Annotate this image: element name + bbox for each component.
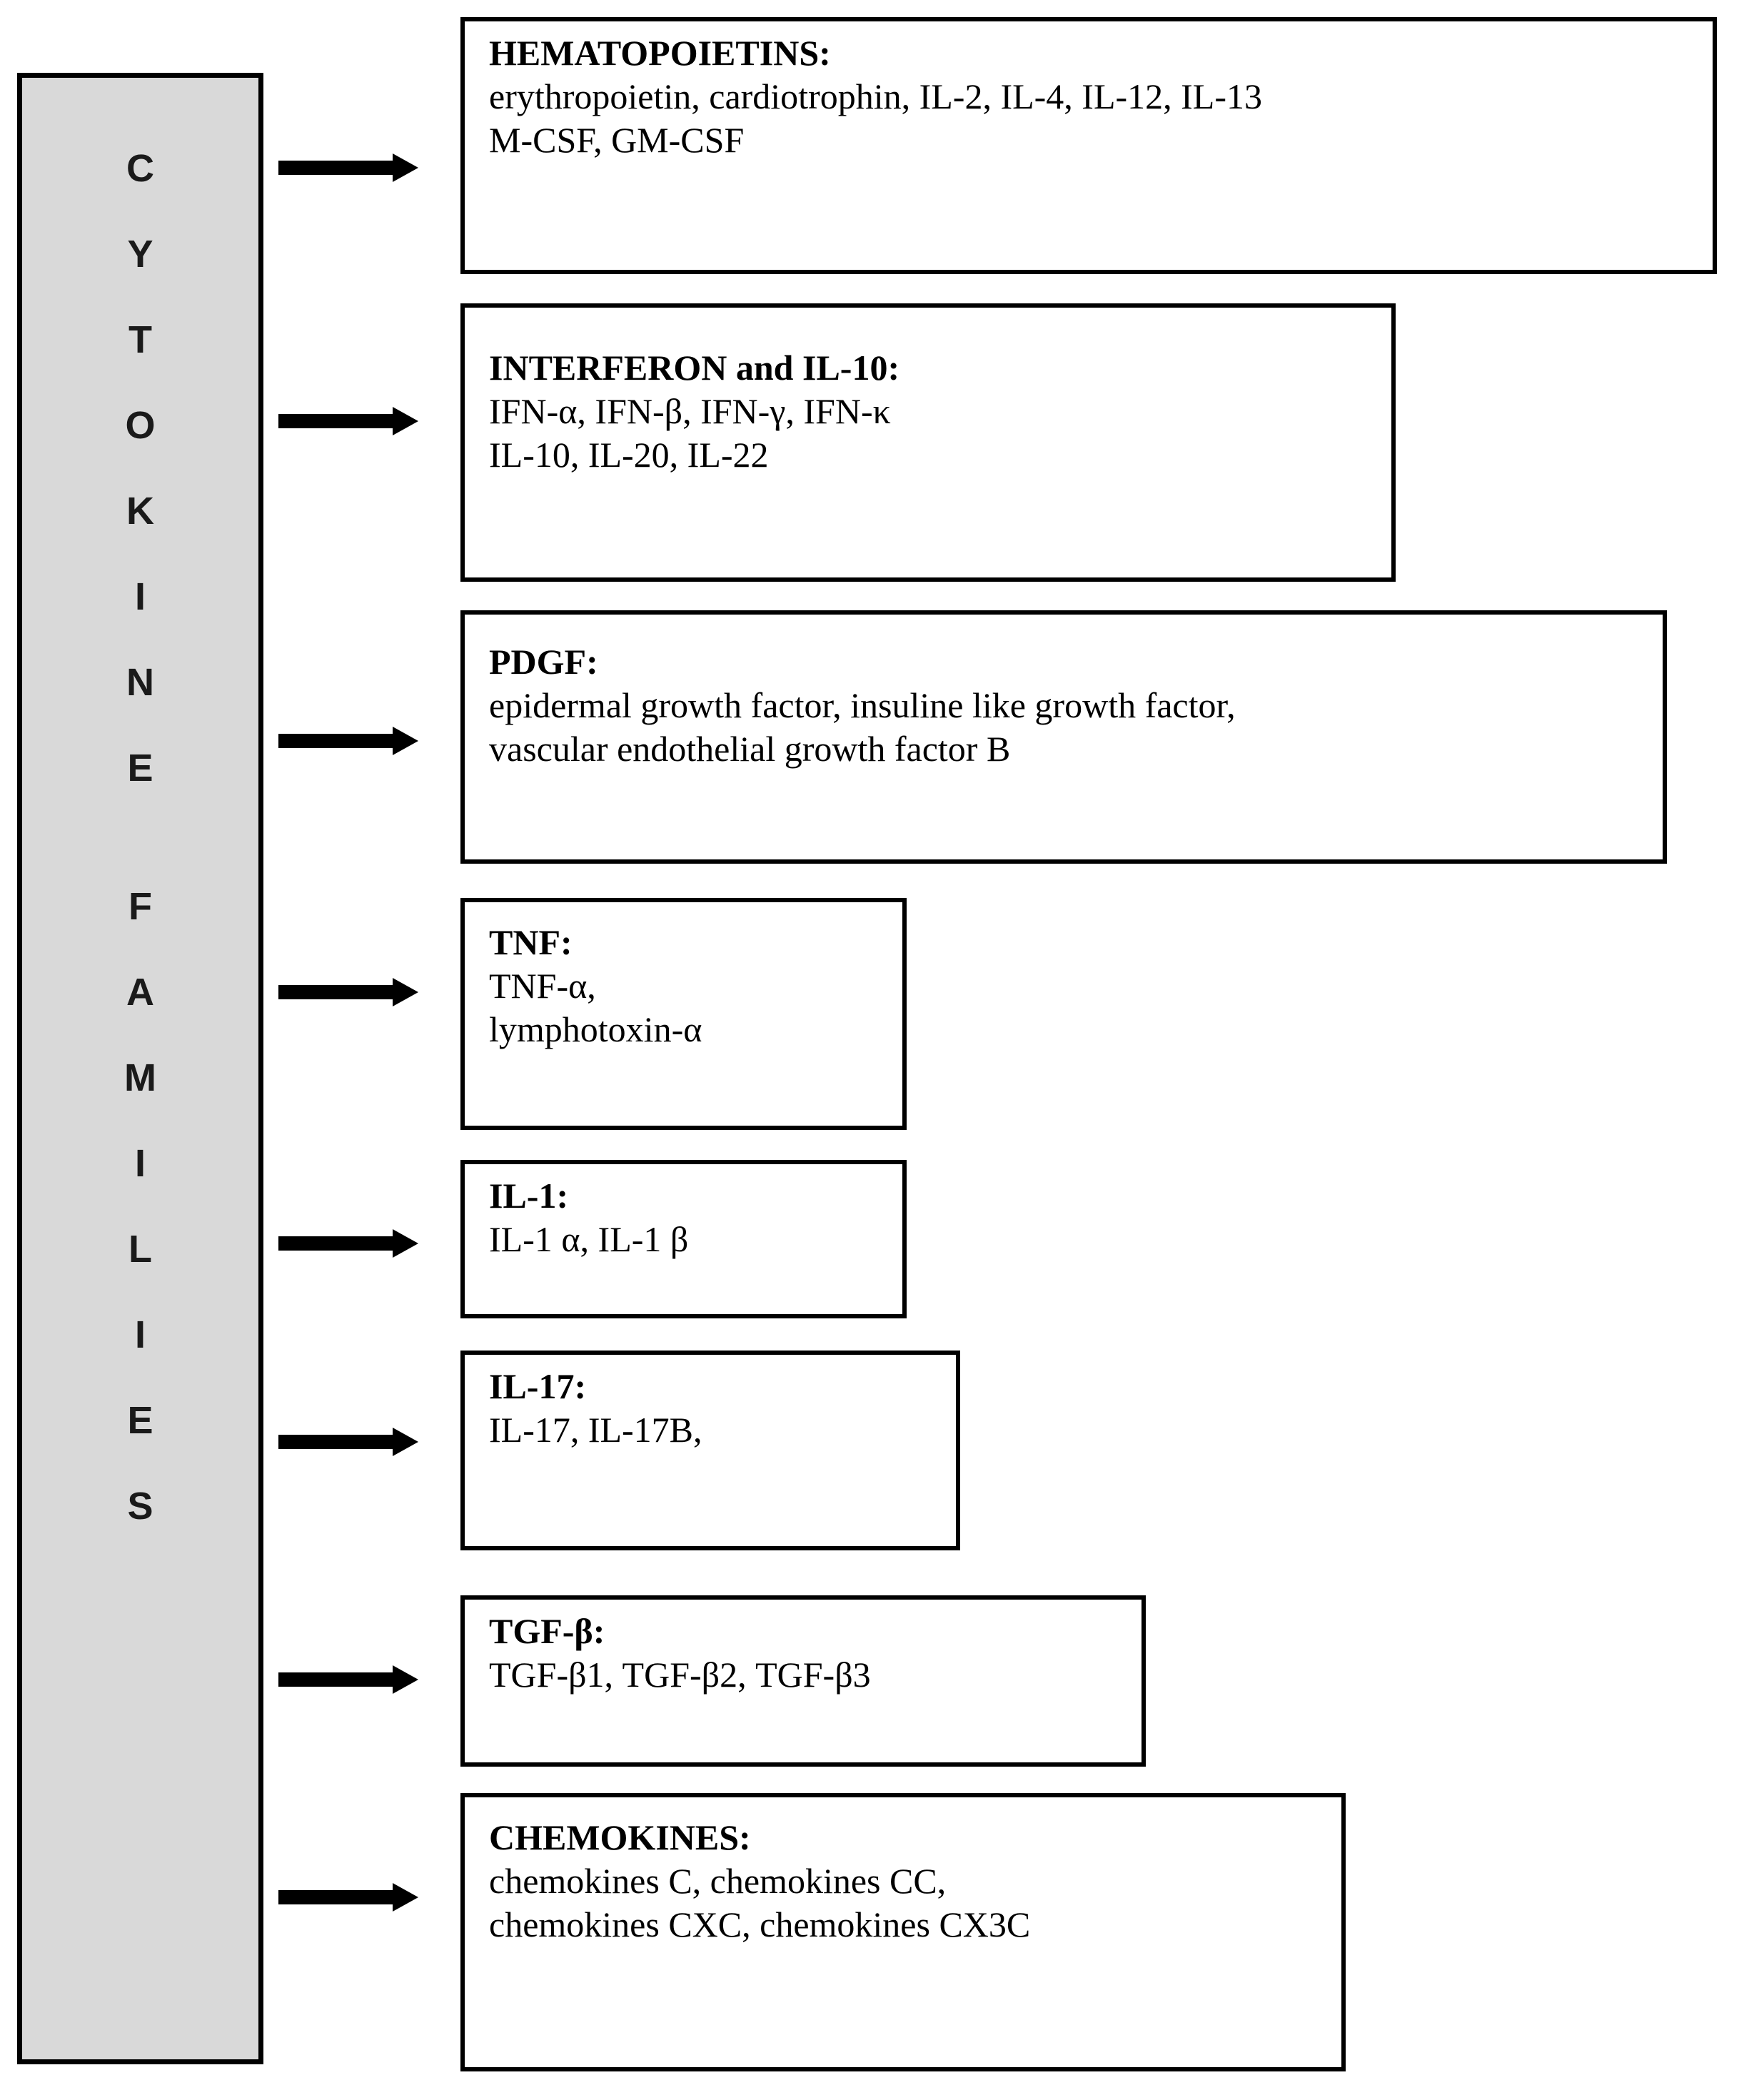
arrow-to-il-1 (278, 1229, 418, 1258)
spine-letter: N (126, 661, 154, 704)
family-line: lymphotoxin-α (489, 1009, 702, 1049)
family-line: IL-17, IL-17B, (489, 1410, 702, 1450)
arrow-to-hematopoietins (278, 153, 418, 182)
family-box-tnf (460, 898, 907, 1130)
family-line: chemokines C, chemokines CC, (489, 1861, 947, 1901)
arrow-to-chemokines (278, 1883, 418, 1912)
family-line: chemokines CXC, chemokines CX3C (489, 1904, 1031, 1944)
family-title: IL-1: (489, 1176, 569, 1216)
spine-letter: L (128, 1228, 152, 1271)
spine-letter: I (134, 1142, 146, 1185)
arrow-to-interferon-and-il-10 (278, 407, 418, 435)
cytokine-families-spine (17, 73, 263, 2064)
family-line: erythropoietin, cardiotrophin, IL-2, IL-4, IL-12, IL-13 (489, 76, 1262, 116)
family-box-tgf-beta (460, 1595, 1146, 1767)
arrow-to-tnf (278, 978, 418, 1006)
spine-letter: T (128, 318, 152, 361)
spine-letter: E (127, 1399, 153, 1442)
family-line: vascular endothelial growth factor B (489, 729, 1011, 769)
family-box-pdgf (460, 610, 1667, 864)
spine-letter: C (126, 147, 154, 190)
spine-letter: A (126, 971, 154, 1014)
family-box-chemokines (460, 1793, 1346, 2071)
family-title: TNF: (489, 922, 573, 962)
family-box-interferon-and-il-10 (460, 303, 1396, 582)
spine-letter: K (126, 490, 154, 532)
family-line: IFN-α, IFN-β, IFN-γ, IFN-κ (489, 391, 891, 431)
spine-letter: I (134, 1313, 146, 1356)
family-box-il-17 (460, 1351, 960, 1550)
family-line: IL-1 α, IL-1 β (489, 1219, 689, 1259)
arrow-to-pdgf (278, 727, 418, 755)
family-box-hematopoietins (460, 17, 1717, 274)
family-line: IL-10, IL-20, IL-22 (489, 435, 769, 475)
spine-letter: I (134, 575, 146, 618)
arrow-to-il-17 (278, 1428, 418, 1456)
spine-letter: S (127, 1485, 153, 1528)
family-title: PDGF: (489, 642, 598, 682)
arrow-to-tgf-beta (278, 1665, 418, 1694)
family-title: HEMATOPOIETINS: (489, 33, 831, 73)
family-title: TGF-β: (489, 1611, 605, 1651)
family-line: TGF-β1, TGF-β2, TGF-β3 (489, 1655, 871, 1695)
family-line: TNF-α, (489, 966, 596, 1006)
family-box-il-1 (460, 1160, 907, 1318)
family-title: CHEMOKINES: (489, 1817, 751, 1857)
spine-letter: E (127, 747, 153, 789)
spine-letter: M (124, 1056, 156, 1099)
family-title: IL-17: (489, 1366, 587, 1406)
family-line: epidermal growth factor, insuline like growth factor, (489, 685, 1236, 725)
family-line: M-CSF, GM-CSF (489, 120, 745, 160)
spine-letter: F (128, 885, 152, 928)
spine-letter: Y (127, 233, 153, 276)
family-title: INTERFERON and IL-10: (489, 348, 900, 388)
spine-letter: O (125, 404, 156, 447)
